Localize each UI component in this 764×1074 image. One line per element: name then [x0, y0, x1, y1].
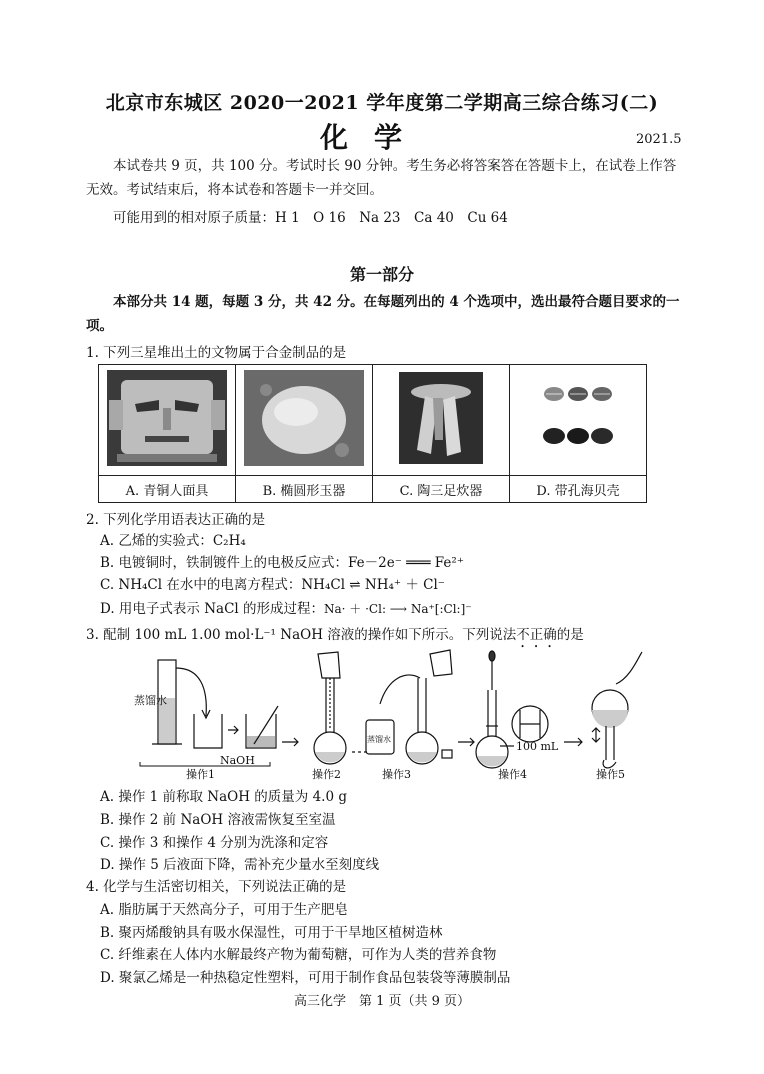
exam-title: 北京市东城区 2020一2021 学年度第二学期高三综合练习(二) — [105, 92, 659, 114]
solution-preparation-diagram — [130, 648, 650, 782]
q3-stem-end: 的是 — [556, 627, 584, 643]
q2-option-c: C. NH₄Cl 在水中的电离方程式：NH₄Cl ⇌ NH₄⁺ ＋ Cl⁻ — [100, 577, 445, 593]
q1-option-b: B. 椭圆形玉器 — [236, 476, 373, 503]
q3-stem — [86, 623, 584, 651]
q1-stem: 1. 下列三星堆出土的文物属于合金制品的是 — [86, 345, 347, 361]
q2-option-d — [100, 597, 472, 617]
bronze-mask-image — [99, 365, 236, 476]
pouring-beaker — [318, 652, 340, 678]
q2-option-a: A. 乙烯的实验式：C₂H₄ — [100, 533, 246, 549]
q4-option-b: B. 聚丙烯酸钠具有吸水保湿性，可用于干旱地区植树造林 — [100, 925, 443, 941]
pottery-tripod-image — [373, 365, 510, 476]
q1-option-c: C. 陶三足炊器 — [373, 476, 510, 503]
q1-option-d: D. 带孔海贝壳 — [510, 476, 647, 503]
op3-label: 操作3 — [382, 768, 411, 781]
bronze-mask-icon — [107, 370, 227, 466]
part-instructions: 本部分共 14 题，每题 3 分，共 42 分。在每题列出的 4 个选项中，选出最符合题目要求的一项。 — [86, 294, 680, 334]
q3-stem-text: 3. 配制 100 mL 1.00 mol·L⁻¹ NaOH 溶液的操作如下所示。下列说法 — [86, 627, 517, 643]
volume-label: 100 mL — [516, 740, 559, 753]
q3-option-c: C. 操作 3 和操作 4 分别为洗涤和定容 — [100, 835, 329, 851]
q3-option-a: A. 操作 1 前称取 NaOH 的质量为 4.0 g — [100, 789, 347, 805]
exam-date: 2021.5 — [636, 132, 682, 147]
op4-label: 操作4 — [498, 768, 527, 781]
intro-paragraph: 本试卷共 9 页，共 100 分。考试时长 90 分钟。考生务必将答案答在答题卡上，在试卷上作答无效。考试结束后，将本试卷和答题卡一并交回。 — [86, 158, 677, 198]
op5-label: 操作5 — [596, 768, 625, 781]
jade-oval-icon — [244, 370, 364, 466]
beaker-1 — [194, 714, 222, 748]
q4-option-d: D. 聚氯乙烯是一种热稳定性塑料，可用于制作食品包装袋等薄膜制品 — [100, 970, 511, 986]
naoh-label: NaOH — [220, 754, 255, 767]
op2-label: 操作2 — [312, 768, 341, 781]
shells-image — [510, 365, 647, 476]
q2-option-b: B. 电镀铜时，铁制镀件上的电极反应式：Fe－2e⁻ ═══ Fe²⁺ — [100, 555, 464, 571]
q4-option-c: C. 纤维素在人体内水解最终产物为葡萄糖，可作为人类的营养食物 — [100, 947, 497, 963]
wash-bottle-label: 蒸馏水 — [367, 735, 391, 744]
q4-stem: 4. 化学与生活密切相关，下列说法正确的是 — [86, 879, 347, 895]
op1-label: 操作1 — [186, 768, 215, 781]
distilled-water-label: 蒸馏水 — [134, 694, 167, 707]
nacl-electron-formula: Na· ＋ ·Cl: ⟶ Na⁺[:Cl:]⁻ — [324, 602, 472, 616]
atomic-masses: 可能用到的相对原子质量：H 1 O 16 Na 23 Ca 40 Cu 64 — [113, 210, 508, 226]
q3-stem-emphasis: 不正确 — [516, 627, 557, 643]
shells-icon — [518, 370, 638, 466]
jade-oval-image — [236, 365, 373, 476]
q3-option-b: B. 操作 2 前 NaOH 溶液需恢复至室温 — [100, 812, 336, 828]
q4-option-a: A. 脂肪属于天然高分子，可用于生产肥皂 — [100, 902, 348, 918]
pottery-tripod-icon — [381, 370, 501, 466]
q1-artifact-table — [98, 364, 647, 503]
q3-option-d: D. 操作 5 后液面下降，需补充少量水至刻度线 — [100, 857, 380, 873]
subject-title: 化学 — [320, 121, 429, 154]
page-footer: 高三化学 第 1 页（共 9 页） — [293, 994, 471, 1009]
part-heading: 第一部分 — [349, 265, 414, 284]
q2-stem: 2. 下列化学用语表达正确的是 — [86, 512, 266, 528]
pour-arrow — [176, 668, 206, 716]
q2-option-d-text: D. 用电子式表示 NaCl 的形成过程： — [100, 601, 325, 617]
q1-option-a: A. 青铜人面具 — [99, 476, 236, 503]
